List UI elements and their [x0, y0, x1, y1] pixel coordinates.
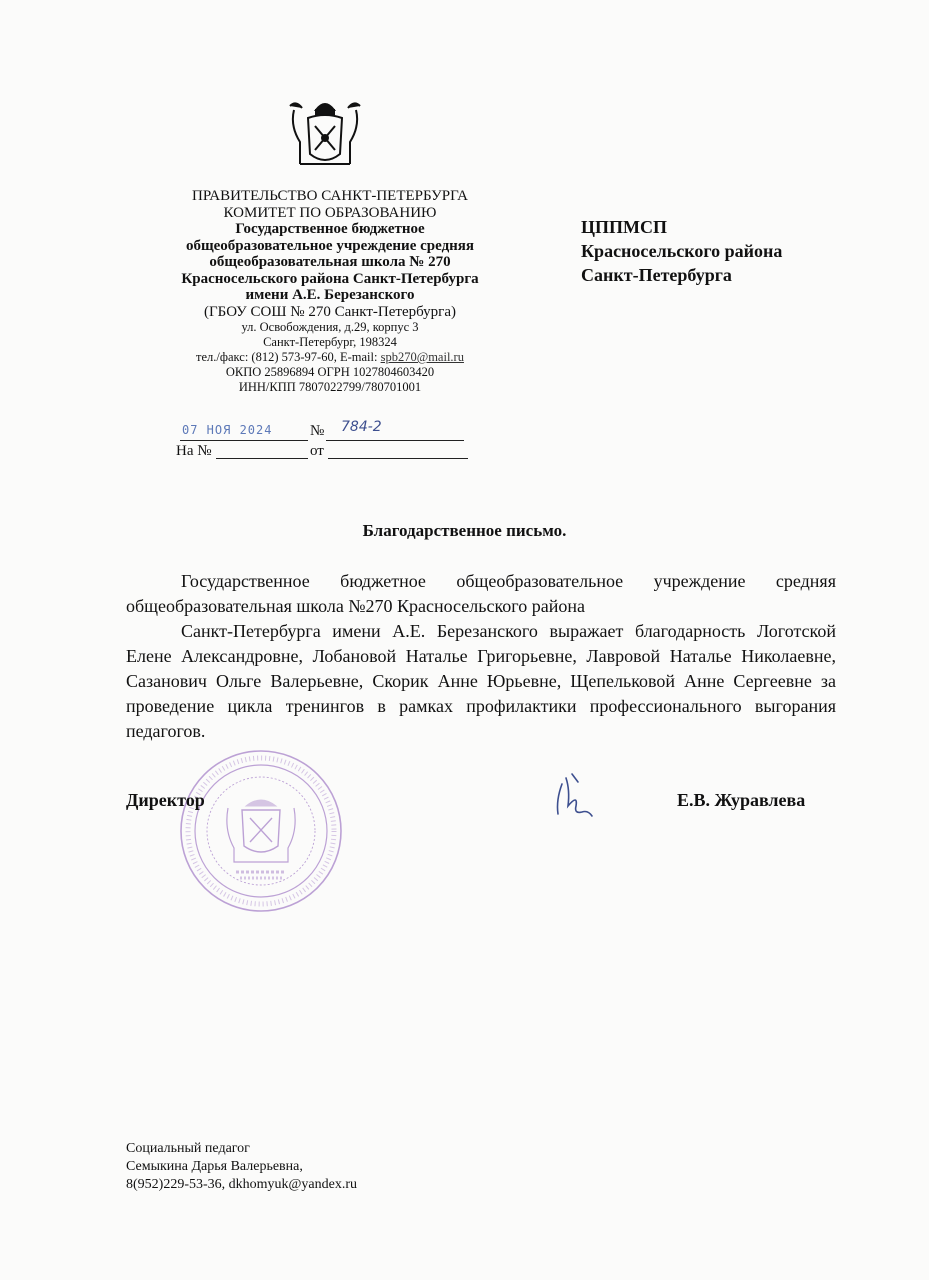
inn-line: ИНН/КПП 7807022799/780701001 [238, 380, 422, 394]
org-name-1: Государственное бюджетное [235, 221, 425, 237]
letter-paragraph-2: Санкт-Петербурга имени А.Е. Березанского выражает благодарность Логотской Елене Александровне, Лобановой Наталье Григорьевне, Лавровой Наталье Николаевне, Сазанович Ольге Валерьевне, Скорик Анне Юрьевне, Щепельковой Анне Сергеевне за проведение цикла тренингов в рамках профилактики профессионального выгорания педагогов. [126, 621, 836, 741]
email-link[interactable]: spb270@mail.ru [380, 350, 464, 364]
letter-body [126, 569, 836, 744]
gov-name: ПРАВИТЕЛЬСТВО САНКТ-ПЕТЕРБУРГА [192, 188, 468, 204]
contact-line [150, 350, 510, 365]
org-name-5: имени А.Е. Березанского [245, 287, 415, 303]
outgoing-row [176, 419, 476, 443]
address-line-1: ул. Освобождения, д.29, корпус 3 [241, 320, 419, 334]
committee-name: КОМИТЕТ ПО ОБРАЗОВАНИЮ [223, 204, 437, 221]
spb-coat-of-arms-icon [286, 96, 364, 174]
footer-name: Семыкина Дарья Валерьевна, [126, 1159, 303, 1174]
phone-text: тел./факс: (812) 573-97-60, E-mail: [196, 350, 381, 364]
handwritten-number: 784-2 [341, 419, 382, 435]
sender-header [150, 188, 510, 395]
from-label: от [310, 443, 324, 459]
org-name-3: общеобразовательная школа № 270 [209, 254, 451, 270]
letter-paragraph-1: Государственное бюджетное общеобразовательное учреждение средняя общеобразовательная школа №270 Красносельского района [126, 571, 836, 616]
org-name-2: общеобразовательное учреждение средняя [185, 237, 475, 254]
addressee-line-1: ЦППМСП [581, 217, 667, 237]
handwritten-signature [548, 770, 598, 830]
addressee-line-2: Красносельского района [581, 241, 783, 261]
signer-name: Е.В. Журавлева [677, 790, 806, 810]
official-seal-stamp [178, 748, 344, 914]
number-label: № [310, 423, 325, 439]
footer-role: Социальный педагог [126, 1141, 250, 1156]
reply-row [176, 443, 476, 461]
footer-contact: 8(952)229-53-36, dkhomyuk@yandex.ru [126, 1177, 358, 1192]
handwritten-date: 07 НОЯ 2024 [182, 423, 273, 437]
okpo-line: ОКПО 25896894 ОГРН 1027804603420 [225, 365, 435, 379]
addressee-block [581, 215, 782, 287]
letter-title: Благодарственное письмо. [362, 521, 567, 540]
addressee-line-3: Санкт-Петербурга [581, 265, 732, 285]
reply-label: На № [176, 443, 212, 459]
contact-footer [126, 1140, 357, 1194]
signer-position: Директор [126, 790, 205, 810]
registration-block [176, 419, 476, 461]
org-short-name: (ГБОУ СОШ № 270 Санкт-Петербурга) [204, 303, 456, 320]
address-line-2: Санкт-Петербург, 198324 [263, 335, 397, 349]
org-name-4: Красносельского района Санкт-Петербурга [181, 270, 479, 287]
